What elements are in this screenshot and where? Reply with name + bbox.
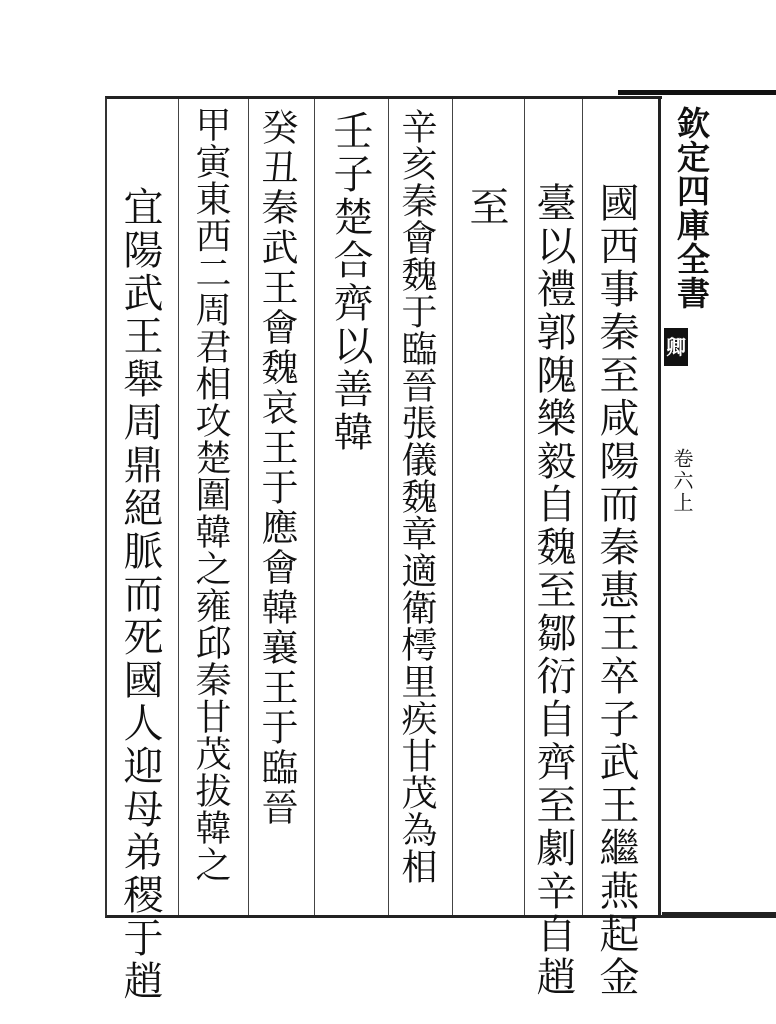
text-column-3: 至: [463, 186, 509, 229]
text-column-4: 辛亥秦會魏于臨晉張儀魏章適衛樗里疾甘茂為相: [396, 108, 437, 885]
text-column-5: 壬子楚合齊以善韓: [327, 110, 373, 454]
juan-label: 卷六上: [670, 448, 694, 514]
text-column-7: 甲寅東西二周君相攻楚圍韓之雍邱秦甘茂拔韓之: [190, 106, 231, 883]
margin-block-char: 卿: [664, 328, 688, 366]
page-bottom-edge-mark: [662, 912, 776, 918]
column-divider: [452, 99, 453, 915]
right-border-rule: [658, 96, 661, 918]
text-column-6: 癸丑秦武王會魏哀王于應會韓襄王于臨晉: [255, 108, 298, 828]
text-column-1: 國西事秦至咸陽而秦惠王卒子武王繼燕起金: [593, 182, 639, 999]
column-divider: [178, 99, 179, 915]
column-divider: [582, 99, 583, 915]
book-title: 欽定四庫全書: [672, 106, 711, 310]
column-divider: [388, 99, 389, 915]
page-frame: [105, 96, 662, 918]
text-column-2: 臺以禮郭隗樂毅自魏至鄒衍自齊至劇辛自趙: [530, 182, 576, 999]
text-column-8: 宜陽武王舉周鼎絕脈而死國人迎母弟稷于趙: [117, 186, 163, 1003]
page-top-edge-mark: [618, 90, 776, 95]
column-divider: [248, 99, 249, 915]
column-divider: [524, 99, 525, 915]
column-divider: [314, 99, 315, 915]
